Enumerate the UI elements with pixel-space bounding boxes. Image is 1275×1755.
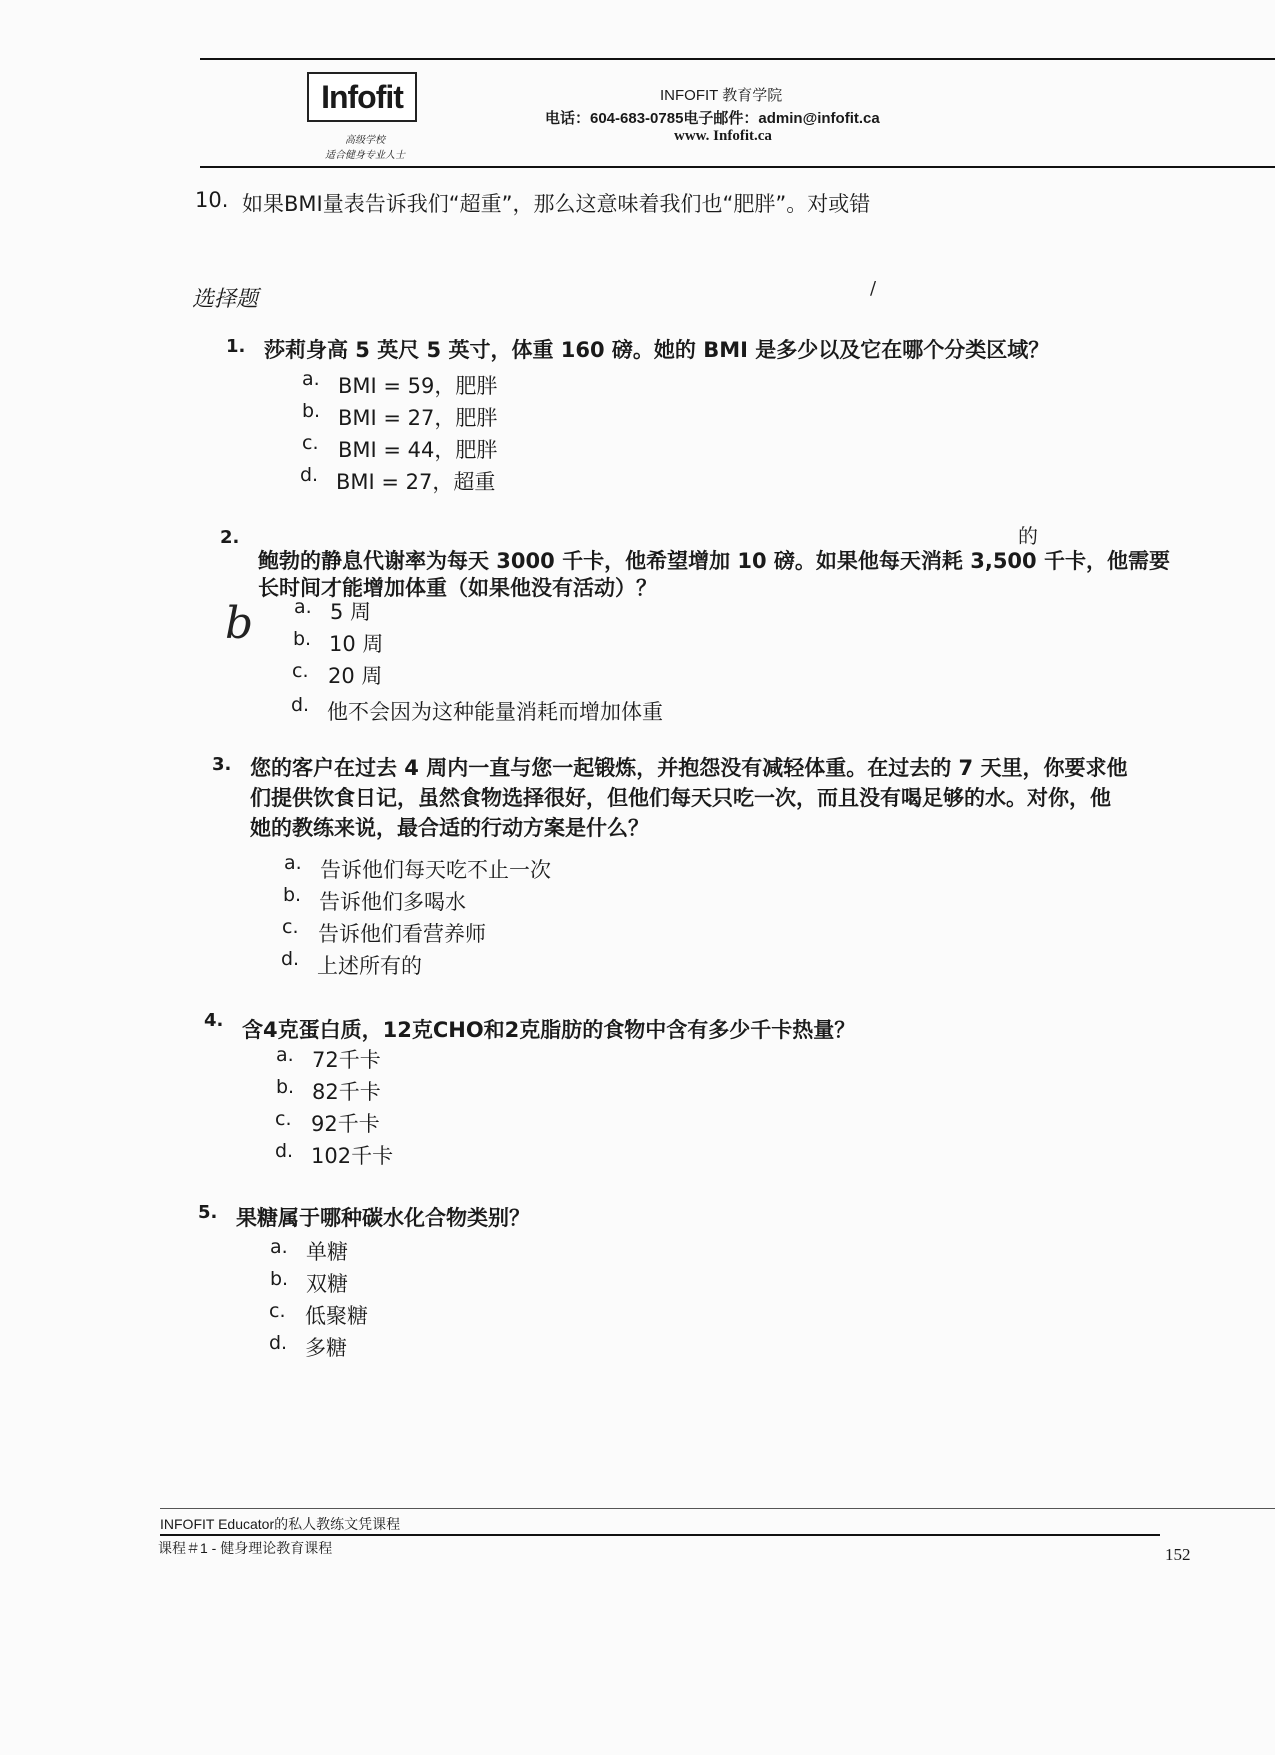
logo-text: Infofit [321, 79, 403, 115]
infofit-logo [307, 72, 417, 122]
handwritten-note: 的 [1018, 524, 1038, 548]
q10-text: 如果BMI量表告诉我们“超重”，那么这意味着我们也“肥胖”。对或错 [242, 192, 871, 216]
org-name: INFOFIT 教育学院 [660, 87, 783, 104]
q2-option-text: 20 周 [328, 664, 383, 688]
q1-option-text: BMI = 27，肥胖 [338, 406, 498, 430]
q3-option-letter: c. [282, 916, 299, 938]
q1-option-letter: c. [302, 432, 319, 454]
q5-option-text: 单糖 [306, 1240, 348, 1264]
q3-text-line1: 您的客户在过去 4 周内一直与您一起锻炼，并抱怨没有减轻体重。在过去的 7 天里，你要求他 [250, 756, 1128, 780]
q5-option-letter: d. [269, 1332, 288, 1354]
q4-option-letter: d. [275, 1140, 294, 1162]
section-title: 选择题 [192, 287, 259, 312]
q3-option-text: 告诉他们多喝水 [319, 890, 466, 914]
q1-option-text: BMI = 59，肥胖 [338, 374, 498, 398]
q4-number: 4. [204, 1010, 224, 1031]
q1-number: 1. [226, 336, 246, 357]
q5-option-text: 双糖 [306, 1272, 348, 1296]
logo-subtitle-1: 高级学校 [345, 135, 385, 146]
footer-rule-thin [160, 1508, 1275, 1509]
q5-option-letter: a. [270, 1236, 288, 1258]
q10-number: 10. [195, 188, 229, 212]
footer-course-number: 课程＃1 - 健身理论教育课程 [158, 1540, 333, 1556]
q5-option-letter: b. [270, 1268, 289, 1290]
q4-option-letter: c. [275, 1108, 292, 1130]
q3-option-text: 告诉他们每天吃不止一次 [320, 858, 551, 882]
q3-option-letter: a. [284, 852, 302, 874]
q5-option-text: 多糖 [305, 1336, 347, 1360]
q3-option-letter: d. [281, 948, 300, 970]
q2-option-text: 5 周 [330, 600, 372, 624]
q4-option-letter: a. [276, 1044, 294, 1066]
q2-number: 2. [220, 527, 240, 548]
q3-option-letter: b. [283, 884, 302, 906]
q4-text: 含4克蛋白质，12克CHO和2克脂肪的食物中含有多少千卡热量？ [242, 1018, 856, 1042]
q4-option-text: 102千卡 [311, 1144, 394, 1168]
q2-text-line1: 鲍勃的静息代谢率为每天 3000 千卡，他希望增加 10 磅。如果他每天消耗 3,500 千卡，他需要 [258, 549, 1170, 573]
logo-subtitle-2: 适合健身专业人士 [325, 150, 405, 161]
q5-text: 果糖属于哪种碳水化合物类别？ [236, 1206, 530, 1230]
header-bottom-rule [200, 166, 1275, 168]
q5-option-letter: c. [269, 1300, 286, 1322]
q4-option-text: 92千卡 [311, 1112, 380, 1136]
q2-option-letter: b. [293, 628, 312, 650]
q3-option-text: 告诉他们看营养师 [318, 922, 486, 946]
q2-option-letter: d. [291, 694, 310, 716]
q5-number: 5. [198, 1202, 218, 1223]
q4-option-text: 72千卡 [312, 1048, 381, 1072]
q4-option-text: 82千卡 [312, 1080, 381, 1104]
q4-option-letter: b. [276, 1076, 295, 1098]
contact-line: 电话：604-683-0785电子邮件：admin@infofit.ca [545, 110, 880, 127]
website: www. Infofit.ca [674, 128, 772, 144]
q3-option-text: 上述所有的 [317, 954, 422, 978]
q5-option-text: 低聚糖 [305, 1304, 368, 1328]
page-number: 152 [1165, 1545, 1191, 1564]
q2-option-letter: c. [292, 660, 309, 682]
footer-course-title: INFOFIT Educator的私人教练文凭课程 [160, 1516, 401, 1532]
checkmark: / [870, 278, 877, 299]
q1-option-letter: a. [302, 368, 320, 390]
q2-option-text: 他不会因为这种能量消耗而增加体重 [327, 700, 663, 724]
q2-option-letter: a. [294, 596, 312, 618]
q3-text-line3: 她的教练来说，最合适的行动方案是什么？ [250, 816, 649, 840]
q3-number: 3. [212, 754, 232, 775]
q1-option-letter: d. [300, 464, 319, 486]
q1-option-text: BMI = 44，肥胖 [338, 438, 498, 462]
q1-text: 莎莉身高 5 英尺 5 英寸，体重 160 磅。她的 BMI 是多少以及它在哪个分类区域？ [264, 338, 1050, 362]
q1-option-letter: b. [302, 400, 321, 422]
header-top-rule [200, 58, 1275, 60]
q2-option-text: 10 周 [329, 632, 384, 656]
handwritten-answer: b [225, 598, 254, 649]
q2-text-line2: 长时间才能增加体重（如果他没有活动）？ [258, 576, 657, 600]
q1-option-text: BMI = 27，超重 [336, 470, 496, 494]
footer-rule-thick [160, 1534, 1160, 1536]
q3-text-line2: 们提供饮食日记，虽然食物选择很好，但他们每天只吃一次，而且没有喝足够的水。对你，他 [250, 786, 1111, 810]
